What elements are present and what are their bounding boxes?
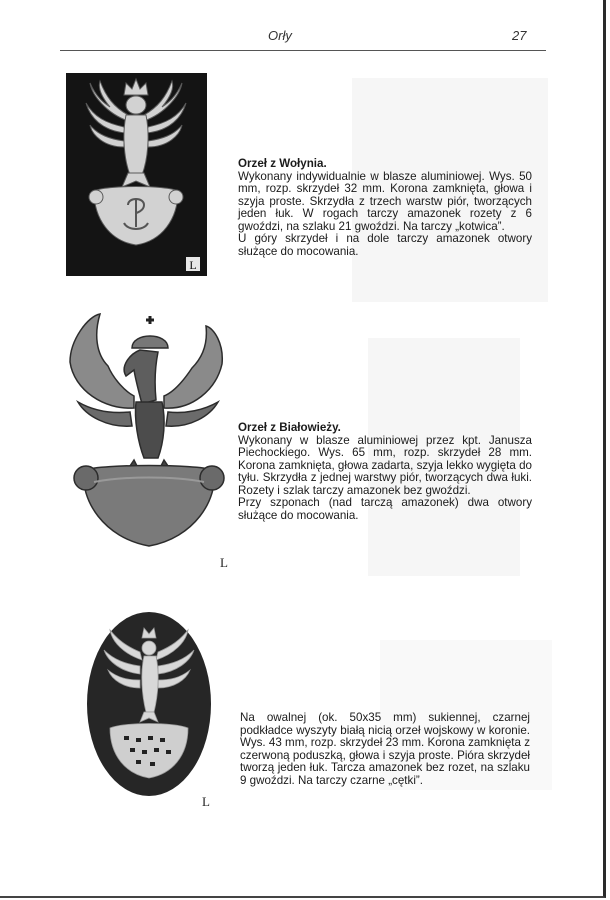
photo-letter-mark: L [202, 794, 210, 809]
item-description: Wykonany w blasze aluminiowej przez kpt. Janusza Piechockiego. Wys. 65 mm, rozp. skrzydeł 28 mm. Korona zamknięta, głowa zadarta, szyja lekko wygięta do tyłu. Skrzydła z jednej warstwy piór, tworzących dwa łuki. Rozety i szlak tarczy amazonek bez gwoździ. [238, 433, 532, 497]
eagle-photo-bialowieza [64, 310, 234, 558]
item-note: Przy szponach (nad tarczą amazonek) dwa otwory służące do mocowania. [238, 496, 532, 522]
item-description: Na owalnej (ok. 50x35 mm) sukiennej, czarnej podkładce wyszyty białą nicią orzeł wojskowy w koronie. Wys. 43 mm, rozp. skrzydeł 23 mm. Korona zamknięta z czerwoną poduszką, głowa i szyja proste. Pióra skrzydeł tworzą jeden łuk. Tarcza amazonek bez rozet, na szlaku 9 gwoździ. Na tarczy czarne „cętki”. [240, 711, 530, 787]
item-caption-bialowieza [238, 422, 532, 522]
item-caption-embroidered [240, 712, 530, 787]
item-note: U góry skrzydeł i na dole tarczy amazonek otwory służące do mocowania. [238, 232, 532, 258]
item-description: Wykonany indywidualnie w blasze aluminiowej. Wys. 50 mm, rozp. skrzydeł 32 mm. Korona zamknięta, głowa i szyja proste. Skrzydła z trzech warstw piór, tworzących jeden łuk. W rogach tarczy amazonek rozety z 6 gwoździ, na szlaku 21 gwoździ. Na tarczy „kotwica”. [238, 169, 532, 233]
eagle-photo-embroidered [84, 608, 214, 800]
header-rule [60, 50, 546, 51]
item-caption-volhynia [238, 158, 532, 258]
item-title: Orzeł z Białowieży. [238, 421, 341, 434]
photo-letter-mark: L [220, 555, 228, 570]
photo-letter-mark: L [189, 258, 197, 272]
page-number: 27 [512, 28, 527, 43]
item-title: Orzeł z Wołynia. [238, 157, 327, 170]
eagle-photo-volhynia [66, 73, 207, 276]
running-head: Orły [268, 28, 292, 43]
